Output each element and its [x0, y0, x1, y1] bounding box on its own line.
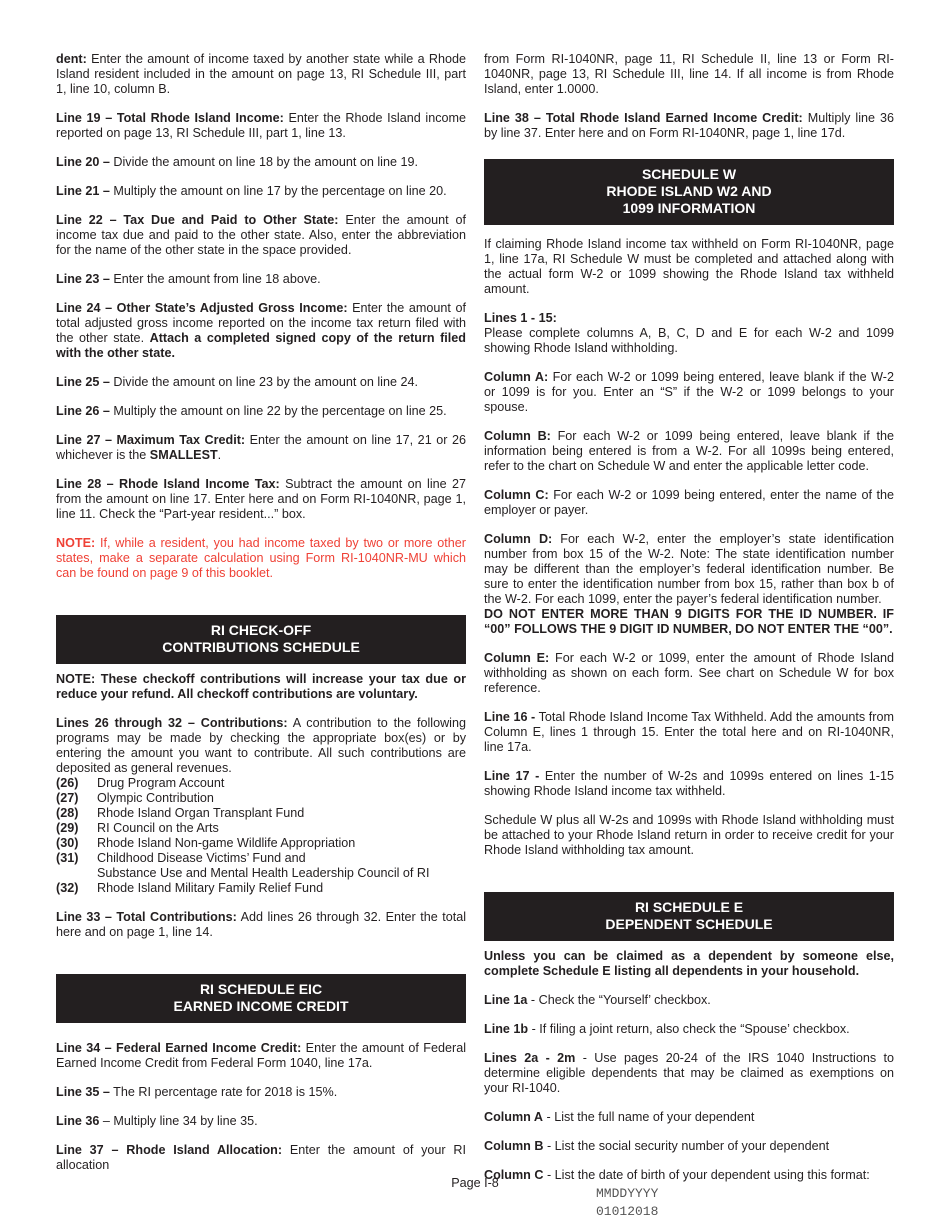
contribution-label: RI Council on the Arts	[97, 821, 219, 835]
contribution-item	[56, 791, 466, 806]
contribution-item	[56, 776, 466, 791]
column-c-dependent: Column C - List the date of birth of your dependent using this format:	[484, 1168, 870, 1182]
line-23: Line 23 – Enter the amount from line 18 above.	[56, 272, 321, 286]
contribution-number: (32)	[56, 881, 79, 895]
lines-1-15: Lines 1 - 15: Please complete columns A, B, C, D and E for each W-2 and 1099 showing Rhode Island withholding.	[484, 311, 894, 355]
column-b-dependent: Column B - List the social security number of your dependent	[484, 1139, 830, 1153]
line-21: Line 21 – Multiply the amount on line 17 by the percentage on line 20.	[56, 184, 447, 198]
left-column	[56, 52, 466, 1187]
note-multiple-states: NOTE: If, while a resident, you had income taxed by two or more other states, make a separate calculation using Form RI-1040NR-MU which can be found on page 9 of this booklet.	[56, 536, 466, 580]
contribution-label: Rhode Island Organ Transplant Fund	[97, 806, 305, 820]
column-c: Column C: For each W-2 or 1099 being entered, enter the name of the employer or payer.	[484, 488, 894, 517]
right-column	[484, 52, 894, 1221]
line-36: Line 36 – Multiply line 34 by line 35.	[56, 1114, 258, 1128]
eic-banner: RI SCHEDULE EIC EARNED INCOME CREDIT	[56, 974, 466, 1023]
contribution-number: (26)	[56, 776, 79, 790]
lines-26-32: Lines 26 through 32 – Contributions: A contribution to the following programs may be made by checking the appropriate box(es) or by entering the amount you want to contribute. All such contributions are deposited as general revenues.	[56, 716, 466, 775]
line-20: Line 20 – Divide the amount on line 18 by the amount on line 19.	[56, 155, 418, 169]
line-27: Line 27 – Maximum Tax Credit: Enter the amount on line 17, 21 or 26 whichever is the SMALLEST.	[56, 433, 467, 462]
checkoff-note: NOTE: These checkoff contributions will increase your tax due or reduce your refund. All checkoff contributions are voluntary.	[56, 672, 466, 701]
schedule-w-banner: SCHEDULE W RHODE ISLAND W2 AND 1099 INFORMATION	[484, 159, 894, 225]
schedule-w-attach: Schedule W plus all W-2s and 1099s with Rhode Island withholding must be attached to your Rhode Island return in order to receive credit for your Rhode Island withholding tax amount.	[484, 813, 894, 857]
lines-2a-2m: Lines 2a - 2m - Use pages 20-24 of the IRS 1040 Instructions to determine eligible dependents that may be claimed as exemptions on your RI-1040.	[484, 1051, 894, 1095]
line-35: Line 35 – The RI percentage rate for 2018 is 15%.	[56, 1085, 338, 1099]
contribution-item	[56, 881, 466, 896]
contribution-label: Olympic Contribution	[97, 791, 214, 805]
line-1a: Line 1a - Check the “Yourself’ checkbox.	[484, 993, 711, 1007]
contribution-list	[56, 776, 466, 896]
schedule-e-banner: RI SCHEDULE E DEPENDENT SCHEDULE	[484, 892, 894, 941]
line-1b: Line 1b - If filing a joint return, also check the “Spouse’ checkbox.	[484, 1022, 850, 1036]
line-17: Line 17 - Enter the number of W-2s and 1099s entered on lines 1-15 showing Rhode Island income tax withheld.	[484, 769, 895, 798]
line-16: Line 16 - Total Rhode Island Income Tax Withheld. Add the amounts from Column E, lines 1 through 15. Enter the total here and on RI-1040NR, line 17a.	[484, 710, 894, 754]
line-26: Line 26 – Multiply the amount on line 22 by the percentage on line 25.	[56, 404, 447, 418]
line-37-continued: from Form RI-1040NR, page 11, RI Schedule II, line 13 or Form RI-1040NR, page 13, RI Schedule III, line 14. If all income is from Rhode Island, enter 1.0000.	[484, 52, 894, 96]
line-33: Line 33 – Total Contributions: Add lines 26 through 32. Enter the total here and on page 1, line 14.	[56, 910, 467, 939]
column-e: Column E: For each W-2 or 1099, enter the amount of Rhode Island withholding as shown on each form. See chart on Schedule W for box reference.	[484, 651, 894, 695]
column-a: Column A: For each W-2 or 1099 being entered, leave blank if the W-2 or 1099 is for you. Enter an “S” if the W-2 or 1099 belongs to your spouse.	[484, 370, 894, 414]
paragraph-dent: dent: Enter the amount of income taxed by another state while a Rhode Island resident included in the amount on page 13, RI Schedule III, part 1, line 10, column B.	[56, 52, 466, 96]
line-28: Line 28 – Rhode Island Income Tax: Subtract the amount on line 27 from the amount on line 17. Enter here and on Form RI-1040NR, page 1, line 11. Check the “Part-year resident...” box.	[56, 477, 467, 521]
contribution-label: Rhode Island Non-game Wildlife Appropriation	[97, 836, 356, 850]
checkoff-banner: RI CHECK-OFF CONTRIBUTIONS SCHEDULE	[56, 615, 466, 664]
contribution-item	[56, 836, 466, 851]
line-24: Line 24 – Other State’s Adjusted Gross Income: Enter the amount of total adjusted gross income reported on the income tax return filed with the other state. Attach a completed signed copy of the return filed with the other state.	[56, 301, 466, 360]
contribution-label: Rhode Island Military Family Relief Fund	[97, 881, 324, 895]
line-34: Line 34 – Federal Earned Income Credit: Enter the amount of Federal Earned Income Credit from Federal Form 1040, line 17a.	[56, 1041, 466, 1070]
line-22: Line 22 – Tax Due and Paid to Other State: Enter the amount of income tax due and paid to the other state. Also, enter the abbreviation for the name of the other state in the space provided.	[56, 213, 466, 257]
contribution-number: (27)	[56, 791, 79, 805]
contribution-label: Childhood Disease Victims’ Fund and	[97, 851, 306, 865]
contribution-label: Drug Program Account	[97, 776, 225, 790]
line-37: Line 37 – Rhode Island Allocation: Enter the amount of your RI allocation	[56, 1143, 467, 1172]
column-b: Column B: For each W-2 or 1099 being entered, leave blank if the information being entered is from a W-2. For all 1099s being entered, refer to the chart on Schedule W and enter the applicable letter code.	[484, 429, 894, 473]
contribution-number: (31)	[56, 851, 79, 865]
contribution-item	[56, 806, 466, 821]
contribution-number: (30)	[56, 836, 79, 850]
line-38: Line 38 – Total Rhode Island Earned Income Credit: Multiply line 36 by line 37. Enter here and on Form RI-1040NR, page 1, line 17d.	[484, 111, 894, 140]
schedule-e-intro: Unless you can be claimed as a dependent by someone else, complete Schedule E listing all dependents in your household.	[484, 949, 894, 978]
date-format: MMDDYYYY	[596, 1186, 659, 1201]
contribution-number: (28)	[56, 806, 79, 820]
line-19: Line 19 – Total Rhode Island Income: Enter the Rhode Island income reported on page 13, RI Schedule III, part 1, line 13.	[56, 111, 466, 140]
column-d: Column D: For each W-2, enter the employer’s state identification number from box 15 of the W-2. Note: The state identification number may be different than the employer’s federal identification number. Be sure to enter the identification number from box 15, rather than box b of the W-2. For each 1099, enter the payer’s federal identification number. DO NOT ENTER MORE THAN 9 DIGITS FOR THE ID NUMBER. IF “00” FOLLOWS THE 9 DIGIT ID NUMBER, DO NOT ENTER THE “00”.	[484, 532, 894, 636]
contribution-item	[56, 866, 466, 881]
contribution-label: Substance Use and Mental Health Leadership Council of RI	[97, 866, 430, 880]
date-example: 01012018	[596, 1204, 659, 1219]
contribution-item	[56, 821, 466, 836]
schedule-w-intro: If claiming Rhode Island income tax withheld on Form RI-1040NR, page 1, line 17a, RI Schedule W must be completed and attached along with the actual form W-2 or 1099 showing the Rhode Island tax withheld amount.	[484, 237, 894, 296]
contribution-item	[56, 851, 466, 866]
contribution-number: (29)	[56, 821, 79, 835]
line-25: Line 25 – Divide the amount on line 23 by the amount on line 24.	[56, 375, 418, 389]
page-number: Page I-8	[451, 1176, 499, 1190]
contribution-number	[56, 866, 97, 881]
column-a-dependent: Column A - List the full name of your dependent	[484, 1110, 755, 1124]
